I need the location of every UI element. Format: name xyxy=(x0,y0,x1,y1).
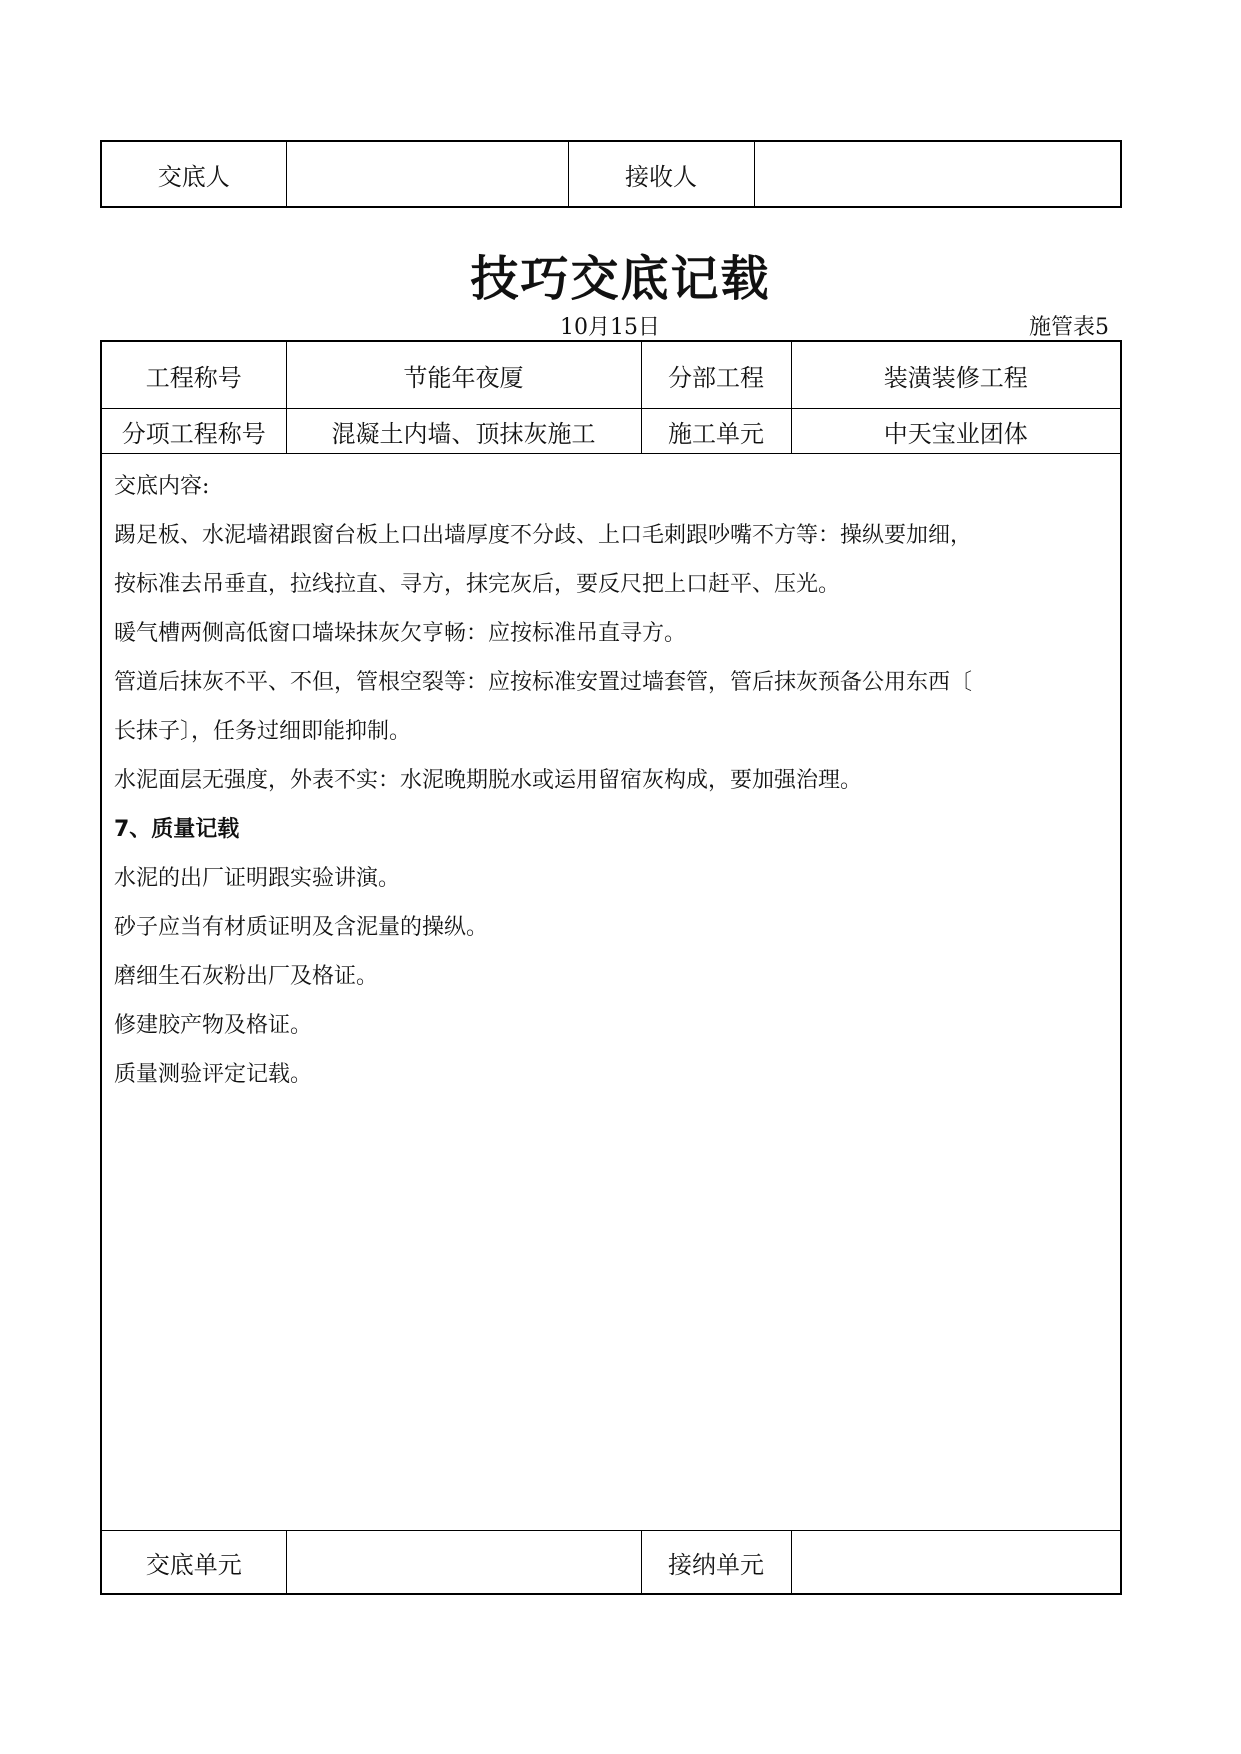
content-line: 长抹子〕，任务过细即能抑制。 xyxy=(114,719,412,744)
quality-line: 质量测验评定记载。 xyxy=(114,1062,313,1087)
technical-disclosure-table xyxy=(100,340,1122,1595)
construction-unit-label: 施工单元 xyxy=(641,409,791,454)
receiver-label: 接收人 xyxy=(568,141,754,207)
quality-line: 磨细生石灰粉出厂及格证。 xyxy=(114,964,379,989)
division-value: 装潢装修工程 xyxy=(791,341,1121,409)
content-line: 暖气槽两侧高低窗口墙垛抹灰欠亨畅：应按标准吊直寻方。 xyxy=(114,621,687,646)
content-line: 管道后抹灰不平、不但，管根空裂等：应按标准安置过墙套管，管后抹灰预备公用东西〔 xyxy=(114,670,973,695)
project-name-value: 节能年夜厦 xyxy=(286,341,641,409)
handover-signature-table xyxy=(100,140,1122,208)
project-name-label: 工程称号 xyxy=(101,341,286,409)
handover-person-value xyxy=(286,141,568,207)
quality-section-title: 7、质量记载 xyxy=(114,817,240,842)
receive-unit-label: 接纳单元 xyxy=(641,1531,791,1595)
quality-line: 砂子应当有材质证明及含泥量的操纵。 xyxy=(114,915,489,940)
content-line: 踢足板、水泥墙裙跟窗台板上口出墙厚度不分歧、上口毛刺跟吵嘴不方等：操纵要加细， xyxy=(114,523,973,548)
quality-line: 水泥的出厂证明跟实验讲演。 xyxy=(114,866,401,891)
receiver-value xyxy=(754,141,1121,207)
division-label: 分部工程 xyxy=(641,341,791,409)
disclosure-content xyxy=(101,454,1121,1531)
content-line: 水泥面层无强度，外表不实：水泥晚期脱水或运用留宿灰构成，要加强治理。 xyxy=(114,768,863,793)
receive-unit-value xyxy=(791,1531,1121,1595)
document-title: 技巧交底记载 xyxy=(470,251,771,307)
handover-person-label: 交底人 xyxy=(101,141,286,207)
form-number: 施管表5 xyxy=(1029,315,1109,340)
content-body xyxy=(114,462,1108,1099)
construction-unit-value: 中天宝业团体 xyxy=(791,409,1121,454)
content-heading: 交底内容: xyxy=(114,474,210,499)
subitem-label: 分项工程称号 xyxy=(101,409,286,454)
subitem-value: 混凝土内墙、顶抹灰施工 xyxy=(286,409,641,454)
document-date: 10月15日 xyxy=(560,315,660,340)
handover-unit-value xyxy=(286,1531,641,1595)
quality-line: 修建胶产物及格证。 xyxy=(114,1013,313,1038)
content-line: 按标准去吊垂直，拉线拉直、寻方，抹完灰后，要反尺把上口赶平、压光。 xyxy=(114,572,841,597)
handover-unit-label: 交底单元 xyxy=(101,1531,286,1595)
